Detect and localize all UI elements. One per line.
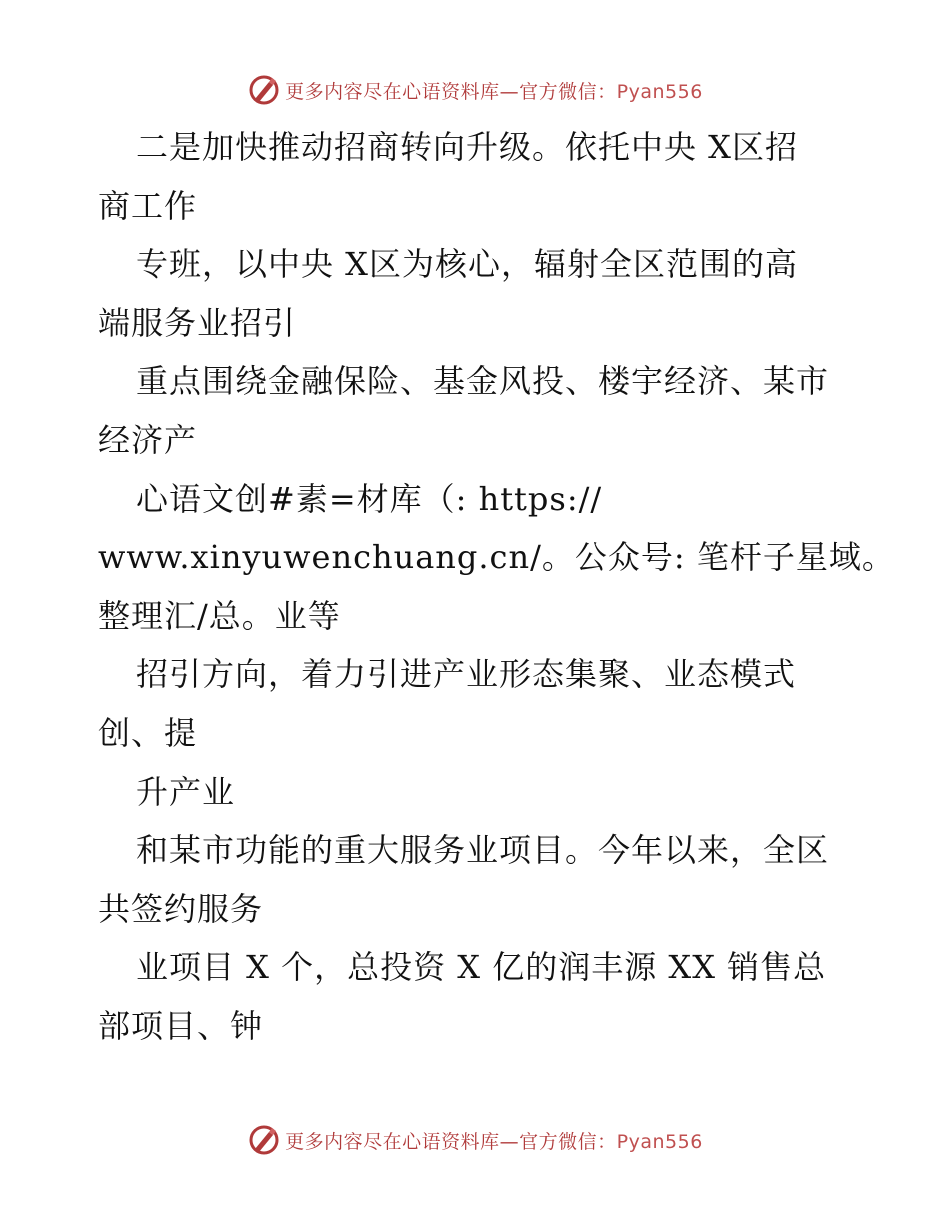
- header-banner: [0, 70, 950, 110]
- document-body: [98, 118, 895, 1056]
- text-line: 和某市功能的重大服务业项目。今年以来，全区: [136, 831, 830, 870]
- text-line: 部项目、钟: [98, 1006, 264, 1045]
- footer-banner-text: 更多内容尽在心语资料库—官方微信：Pyan556: [285, 1130, 703, 1153]
- text-line: 共签约服务: [98, 889, 264, 928]
- text-line: 创、提: [98, 713, 198, 752]
- text-line: 端服务业招引: [98, 303, 297, 342]
- text-line: 业项目 X 个，总投资 X 亿的润丰源 XX 销售总: [136, 948, 827, 987]
- text-line: 心语文创#素=材库（: https://: [136, 479, 603, 518]
- text-line: 经济产: [98, 420, 198, 459]
- text-line: 升产业: [136, 772, 236, 811]
- text-line: 专班，以中央 X区为核心，辐射全区范围的高: [136, 245, 798, 284]
- text-line: 招引方向，着力引进产业形态集聚、业态模式: [136, 655, 797, 694]
- pen-circle-logo-icon: [247, 73, 281, 107]
- text-line: 重点围绕金融保险、基金风投、楼宇经济、某市: [136, 362, 830, 401]
- pen-circle-logo-icon: [247, 1123, 281, 1157]
- text-line: 商工作: [98, 186, 198, 225]
- footer-banner: [0, 1120, 950, 1160]
- text-line: 整理汇/总。业等: [98, 596, 341, 635]
- header-banner-text: 更多内容尽在心语资料库—官方微信：Pyan556: [285, 80, 703, 103]
- text-line: www.xinyuwenchuang.cn/。公众号: 笔杆子星域。: [98, 538, 895, 577]
- text-line: 二是加快推动招商转向升级。依托中央 X区招: [136, 128, 798, 166]
